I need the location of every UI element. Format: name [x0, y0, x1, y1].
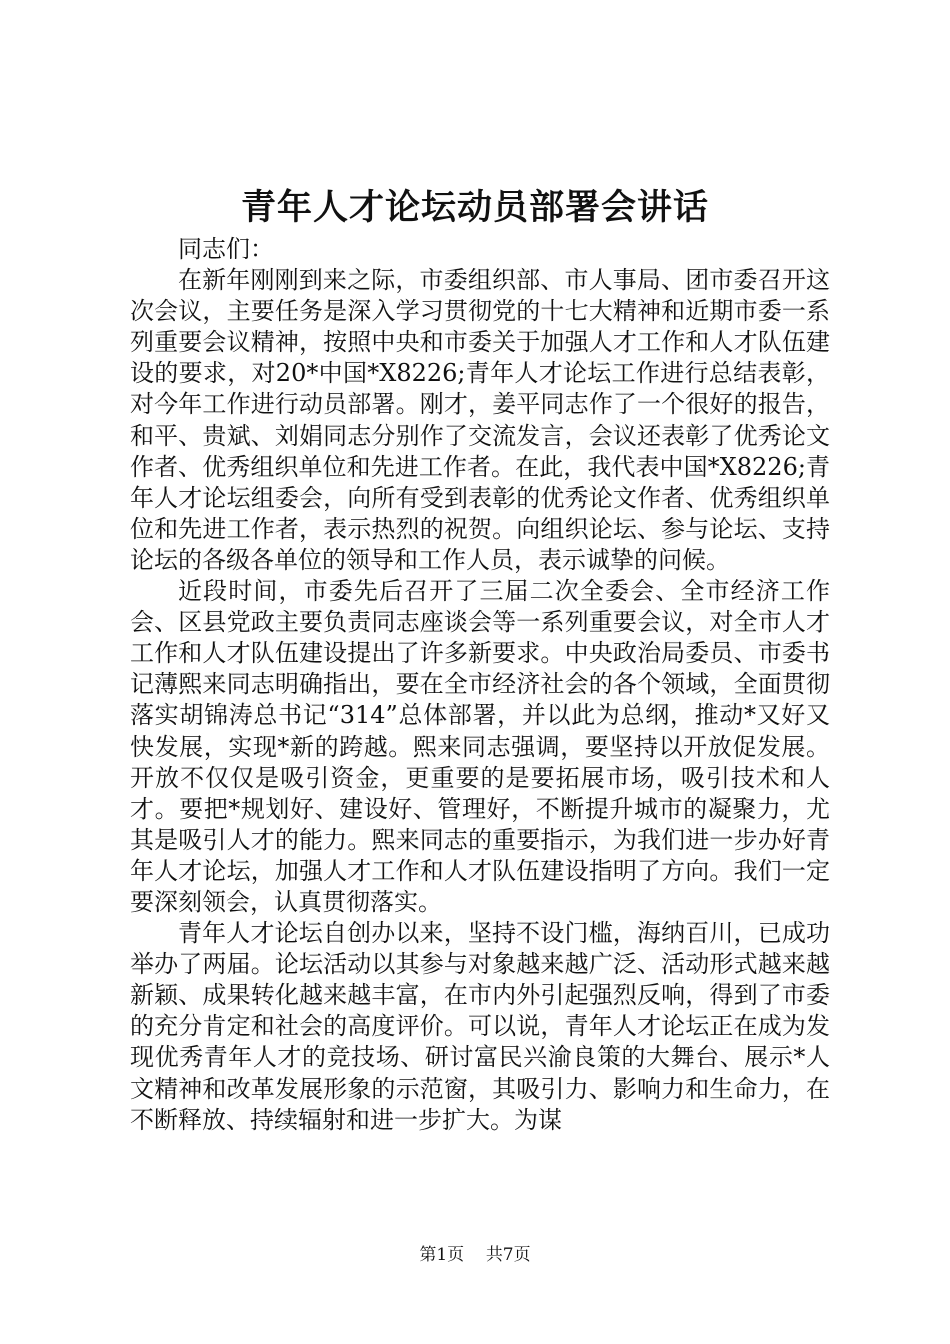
- page-number: 第1页: [419, 1245, 465, 1265]
- paragraph-2: 近段时间，市委先后召开了三届二次全委会、全市经济工作会、区县党政主要负责同志座谈会等一系列重要会议，对全市人才工作和人才队伍建设提出了许多新要求。中央政治局委员、市委书记薄熙来同志明确指出，要在全市经济社会的各个领域，全面贯彻落实胡锦涛总书记“314”总体部署，并以此为总纲，推动*又好又快发展，实现*新的跨越。熙来同志强调，要坚持以开放促发展。开放不仅仅是吸引资金，更重要的是要拓展市场，吸引技术和人才。要把*规划好、建设好、管理好，不断提升城市的凝聚力，尤其是吸引人才的能力。熙来同志的重要指示，为我们进一步办好青年人才论坛，加强人才工作和人才队伍建设指明了方向。我们一定要深刻领会，认真贯彻落实。: [130, 577, 830, 916]
- paragraph-3: 青年人才论坛自创办以来，坚持不设门槛，海纳百川，已成功举办了两届。论坛活动以其参与对象越来越广泛、活动形式越来越新颖、成果转化越来越丰富，在市内外引起强烈反响，得到了市委的充分肯定和社会的高度评价。可以说，青年人才论坛正在成为发现优秀青年人才的竞技场、研讨富民兴渝良策的大舞台、展示*人文精神和改革发展形象的示范窗，其吸引力、影响力和生命力，在不断释放、持续辐射和进一步扩大。为谋: [130, 919, 830, 1134]
- paragraph-1: 在新年刚刚到来之际，市委组织部、市人事局、团市委召开这次会议，主要任务是深入学习贯彻党的十七大精神和近期市委一系列重要会议精神，按照中央和市委关于加强人才工作和人才队伍建设的要求，对20*中国*X8226;青年人才论坛工作进行总结表彰，对今年工作进行动员部署。刚才，姜平同志作了一个很好的报告，和平、贵斌、刘娟同志分别作了交流发言，会议还表彰了优秀论文作者、优秀组织单位和先进工作者。在此，我代表中国*X8226;青年人才论坛组委会，向所有受到表彰的优秀论文作者、优秀组织单位和先进工作者，表示热烈的祝贺。向组织论坛、参与论坛、支持论坛的各级各单位的领导和工作人员，表示诚挚的问候。: [130, 266, 830, 574]
- salutation: 同志们：: [178, 235, 274, 263]
- page-total: 共7页: [485, 1245, 531, 1265]
- document-body: [130, 234, 830, 1136]
- page-separator: [470, 1245, 481, 1265]
- page-footer: [0, 1243, 950, 1267]
- document-title: 青年人才论坛动员部署会讲话: [240, 187, 709, 228]
